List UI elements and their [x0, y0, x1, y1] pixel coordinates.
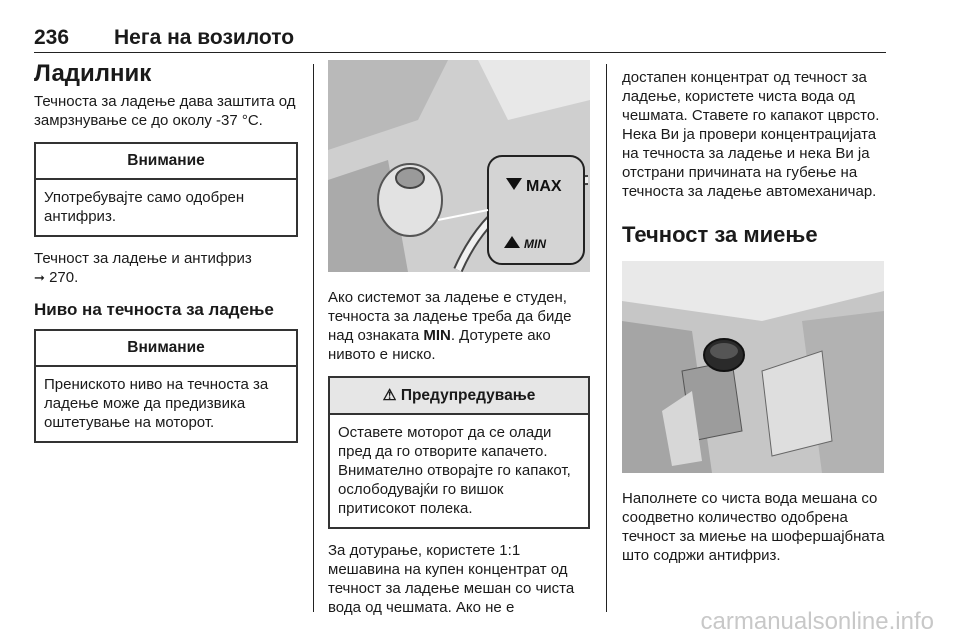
- max-mark-label: MAX: [526, 178, 562, 195]
- column-middle: [328, 60, 590, 617]
- notice-title: Внимание: [36, 144, 296, 180]
- column-divider: [313, 64, 314, 612]
- warning-title: Предупредување: [400, 387, 536, 404]
- subsection-title-level: Ниво на течноста за ладење: [34, 300, 274, 319]
- washer-fluid-text: Наполнете со чиста вода мешана со соодветно количество одобрена течност за миење на шофершајбната што содржи антифриз.: [622, 490, 885, 564]
- section-title-washer-fluid: Течност за миење: [622, 222, 818, 247]
- column-divider: [606, 64, 607, 612]
- notice-text: Употребувајте само одобрен антифриз.: [44, 189, 245, 225]
- warning-box: [328, 376, 590, 529]
- reference-text: Течност за ладење и антифриз ➞ 270.: [34, 250, 252, 286]
- notice-text: Прениското ниво на течноста за ладење може да предизвика оштетување на моторот.: [44, 376, 269, 431]
- topup-text: За дотурање, користете 1:1 мешавина на купен концентрат од течност за ладење мешан со чиста вода од чешмата. Ако не е: [328, 542, 575, 616]
- page-number: 236: [34, 26, 70, 49]
- continued-text: достапен концентрат од течност за ладење, користете чиста вода од чешмата. Ставете го капакот цврсто. Нека Ви ја провери концентрацијата на течноста за ладење и нека Ви ја отстрани причината на губење на течноста за ладење автомеханичар.: [622, 69, 880, 200]
- washer-fluid-photo: [622, 261, 884, 473]
- coolant-reservoir-photo: [328, 60, 590, 272]
- section-title-radiator: Ладилник: [34, 60, 152, 87]
- page-header: [34, 24, 886, 53]
- chapter-title: Нега на возилото: [114, 26, 295, 49]
- reference-arrow-icon: ➞: [34, 270, 45, 285]
- coolant-level-text: Ако системот за ладење е студен, течноста за ладење треба да биде над ознаката MIN. Дотурете ако нивото е ниско.: [328, 289, 572, 363]
- warning-text: Оставете моторот да се олади пред да го отворите капачето. Внимателно отворајте го капакот, ослободувајќи го вишок притисокот полека.: [338, 424, 571, 517]
- warning-triangle-icon: ⚠: [382, 387, 397, 404]
- reference-link[interactable]: 270.: [49, 269, 79, 286]
- watermark: carmanualsonline.info: [700, 608, 934, 635]
- intro-text: Течноста за ладење дава заштита од замрзнување се до околу -37 °C.: [34, 93, 296, 129]
- column-right: [622, 68, 886, 565]
- min-mark-label: MIN: [524, 237, 546, 251]
- notice-box: [34, 329, 298, 443]
- column-left: [34, 60, 298, 443]
- warning-header: [330, 378, 588, 415]
- notice-title: Внимание: [36, 331, 296, 367]
- notice-box: [34, 142, 298, 237]
